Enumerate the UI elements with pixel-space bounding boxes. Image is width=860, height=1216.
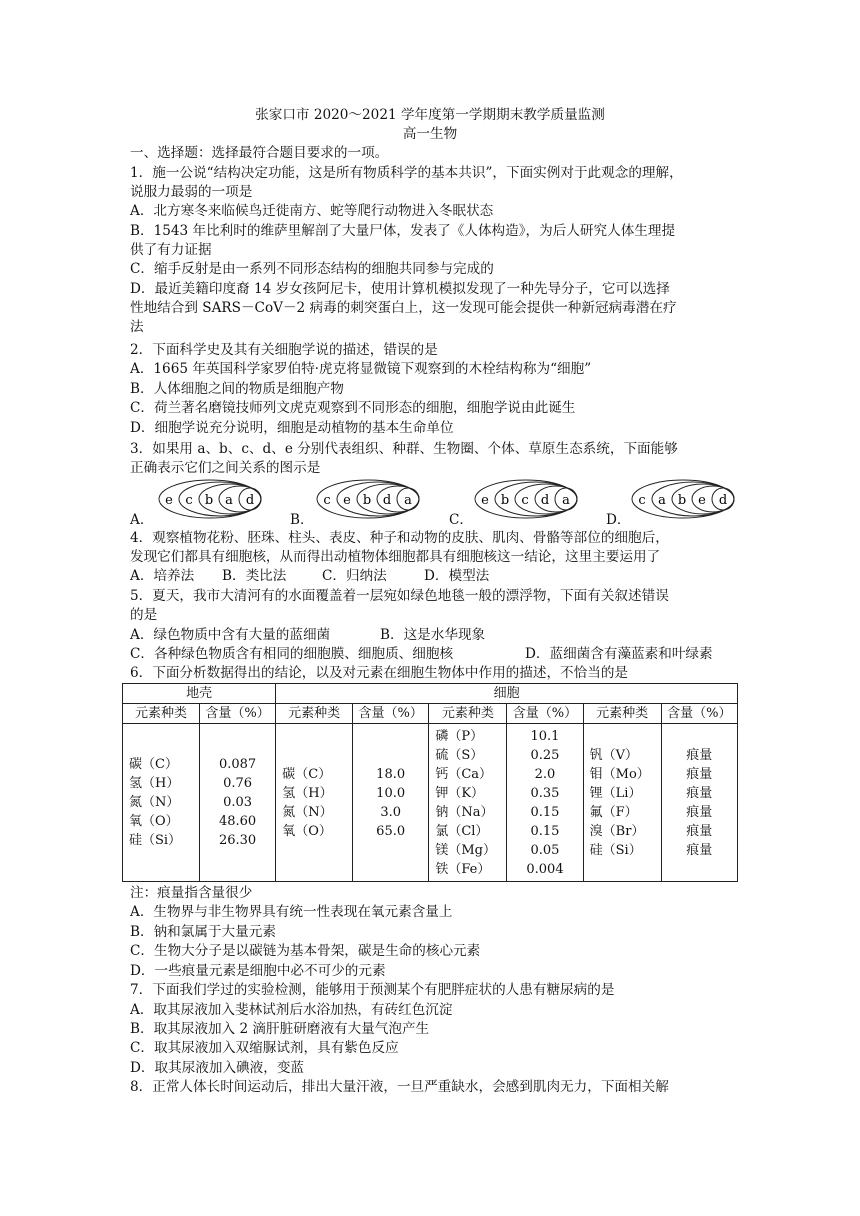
table-cell: 锂（Li） bbox=[589, 785, 642, 801]
table-cell: 痕量 bbox=[686, 842, 713, 858]
exam-title: 张家口市 2020～2021 学年度第一学期期末教学质量监测 bbox=[255, 107, 605, 123]
q5-options-row1 bbox=[130, 626, 740, 645]
table-cell: 钼（Mo） bbox=[589, 766, 650, 782]
q1-option-a: A．北方寒冬来临候鸟迁徙南方、蛇等爬行动物进入冬眠状态 bbox=[130, 203, 494, 219]
cell1-values-cell bbox=[352, 724, 428, 882]
q4-options bbox=[130, 567, 740, 586]
table-cell: 氮（N） bbox=[129, 795, 180, 810]
cell2-values-cell bbox=[507, 724, 583, 882]
diagram-letter: a bbox=[404, 493, 412, 508]
table-cell: 痕量 bbox=[686, 766, 713, 782]
diagram-letter: e bbox=[481, 493, 489, 508]
diagram-letter: d bbox=[245, 493, 255, 508]
diagram-letter: a bbox=[658, 493, 666, 508]
table-cell: 0.15 bbox=[530, 804, 560, 820]
col-header-element: 元素种类 bbox=[429, 704, 507, 724]
table-cell: 26.30 bbox=[218, 833, 257, 848]
col-header-element: 元素种类 bbox=[583, 704, 661, 724]
table-cell: 氟（F） bbox=[589, 804, 638, 820]
col-header-content: 含量（%） bbox=[507, 704, 583, 724]
q1-option-d-line1: D．最近美籍印度裔 14 岁女孩阿尼卡，使用计算机模拟发现了一种先导分子，它可以选择 bbox=[130, 281, 670, 297]
table-cell: 痕量 bbox=[686, 785, 713, 801]
q3-stem-line2: 正确表示它们之间关系的图示是 bbox=[130, 460, 321, 476]
table-cell: 钙（Ca） bbox=[435, 766, 493, 782]
diagram-letter: d bbox=[540, 493, 550, 508]
q5-options-row2 bbox=[130, 645, 740, 664]
cell-header: 细胞 bbox=[276, 684, 738, 704]
crust-values-cell bbox=[199, 724, 275, 882]
table-cell: 痕量 bbox=[686, 823, 713, 839]
q6-stem: 6．下面分析数据得出的结论，以及对元素在细胞生物体中作用的描述，不恰当的是 bbox=[130, 665, 629, 681]
table-cell: 磷（P） bbox=[435, 728, 484, 744]
q3-stem-line1: 3．如果用 a、b、c、d、e 分别代表组织、种群、生物圈、个体、草原生态系统，下面能够 bbox=[130, 441, 678, 457]
q2-option-d: D．细胞学说充分说明，细胞是动植物的基本生命单位 bbox=[130, 420, 454, 436]
q6-option-c: C．生物大分子是以碳链为基本骨架，碳是生命的核心元素 bbox=[130, 943, 481, 959]
diagram-letter: d bbox=[382, 493, 392, 508]
table-cell: 镁（Mg） bbox=[435, 842, 496, 858]
q1-stem-line2: 说服力最弱的一项是 bbox=[130, 184, 253, 200]
q7-option-b: B．取其尿液加入 2 滴肝脏研磨液有大量气泡产生 bbox=[130, 1021, 430, 1037]
q2-option-c: C．荷兰著名磨镜技师列文虎克观察到不同形态的细胞，细胞学说由此诞生 bbox=[130, 400, 576, 416]
diagram-letter: c bbox=[521, 493, 529, 508]
table-cell: 2.0 bbox=[534, 766, 556, 782]
col-header-content: 含量（%） bbox=[352, 704, 428, 724]
table-cell: 硅（Si） bbox=[589, 842, 642, 858]
q1-option-d-line2: 性地结合到 SARS－CoV－2 病毒的刺突蛋白上，这一发现可能会提供一种新冠病毒潜在疗 bbox=[130, 300, 677, 316]
cell3-elements-cell bbox=[583, 724, 661, 882]
exam-subtitle: 高一生物 bbox=[402, 126, 458, 142]
q3-diagram-a bbox=[155, 478, 265, 520]
table-cell: 钾（K） bbox=[435, 785, 485, 801]
diagram-letter: b bbox=[362, 493, 372, 508]
table-cell: 氯（Cl） bbox=[435, 823, 489, 839]
q4-stem-line1: 4．观察植物花粉、胚珠、柱头、表皮、种子和动物的皮肤、肌肉、骨骼等部位的细胞后， bbox=[130, 530, 669, 546]
table-cell: 氧（O） bbox=[282, 823, 332, 839]
table-cell: 10.0 bbox=[376, 785, 406, 801]
table-cell: 氢（H） bbox=[282, 785, 333, 801]
q1-option-c: C．缩手反射是由一系列不同形态结构的细胞共同参与完成的 bbox=[130, 261, 494, 277]
q3-option-a-label: A． bbox=[130, 512, 154, 528]
diagram-letter: b bbox=[500, 493, 510, 508]
table-cell: 硅（Si） bbox=[129, 833, 182, 848]
q7-option-c: C．取其尿液加入双缩脲试剂，具有紫色反应 bbox=[130, 1040, 399, 1056]
crust-header: 地壳 bbox=[123, 684, 276, 704]
col-header-content: 含量（%） bbox=[661, 704, 737, 724]
cell3-values-cell bbox=[661, 724, 737, 882]
table-cell: 氮（N） bbox=[282, 804, 333, 820]
q3-option-b-label: B． bbox=[290, 512, 314, 528]
section-heading: 一、选择题：选择最符合题目要求的一项。 bbox=[130, 145, 389, 161]
q2-stem: 2．下面科学史及其有关细胞学说的描述，错误的是 bbox=[130, 342, 438, 358]
q5-option-d: D．蓝细菌含有藻蓝素和叶绿素 bbox=[525, 646, 713, 662]
q1-option-b-line1: B．1543 年比利时的维萨里解剖了大量尸体，发表了《人体构造》，为后人研究人体生理提 bbox=[130, 223, 676, 239]
q6-option-b: B．钠和氯属于大量元素 bbox=[130, 924, 276, 940]
table-cell: 碳（C） bbox=[282, 766, 332, 782]
table-cell: 18.0 bbox=[376, 766, 406, 782]
q2-option-a: A．1665 年英国科学家罗伯特·虎克将显微镜下观察到的木栓结构称为“细胞” bbox=[130, 361, 592, 377]
q1-stem-line1: 1．施一公说“结构决定功能，这是所有物质科学的基本共识”，下面实例对于此观念的理解， bbox=[130, 165, 683, 181]
table-cell: 65.0 bbox=[376, 823, 406, 839]
q4-option-b: B．类比法 bbox=[222, 568, 287, 584]
q7-stem: 7．下面我们学过的实验检测，能够用于预测某个有肥胖症状的人患有糖尿病的是 bbox=[130, 982, 615, 998]
diagram-letter: e bbox=[343, 493, 351, 508]
q1-option-b-line2: 供了有力证据 bbox=[130, 242, 212, 258]
diagram-letter: a bbox=[225, 493, 233, 508]
table-cell: 0.35 bbox=[530, 785, 560, 801]
table-cell: 3.0 bbox=[380, 804, 401, 820]
table-cell: 10.1 bbox=[530, 728, 560, 744]
table-cell: 硫（S） bbox=[435, 747, 484, 763]
table-cell: 0.25 bbox=[530, 747, 560, 763]
diagram-letter: b bbox=[677, 493, 687, 508]
q4-stem-line2: 发现它们都具有细胞核，从而得出动植物体细胞都具有细胞核这一结论，这里主要运用了 bbox=[130, 549, 661, 565]
q5-option-c: C．各种绿色物质含有相同的细胞膜、细胞质、细胞核 bbox=[130, 646, 454, 662]
diagram-letter: e bbox=[165, 493, 173, 508]
col-header-element: 元素种类 bbox=[276, 704, 353, 724]
q6-note: 注：痕量指含量很少 bbox=[130, 885, 253, 901]
diagram-letter: e bbox=[698, 493, 706, 508]
table-cell: 48.60 bbox=[218, 814, 257, 829]
q3-option-d-label: D． bbox=[606, 512, 631, 528]
q3-diagram-c bbox=[471, 478, 581, 520]
q3-option-c-label: C． bbox=[449, 512, 473, 528]
table-cell: 钠（Na） bbox=[435, 804, 494, 820]
q6-option-d: D．一些痕量元素是细胞中必不可少的元素 bbox=[130, 963, 386, 979]
table-cell: 痕量 bbox=[686, 804, 713, 820]
q6-option-a: A．生物界与非生物界具有统一性表现在氧元素含量上 bbox=[130, 904, 453, 920]
table-cell: 铁（Fe） bbox=[435, 861, 491, 877]
element-content-table bbox=[122, 683, 738, 882]
q2-option-b: B．人体细胞之间的物质是细胞产物 bbox=[130, 381, 344, 397]
q3-diagram-b bbox=[313, 478, 423, 520]
diagram-letter: d bbox=[718, 493, 728, 508]
table-cell: 0.15 bbox=[530, 823, 560, 839]
diagram-letter: c bbox=[185, 493, 193, 508]
q8-stem-line1: 8．正常人体长时间运动后，排出大量汗液，一旦严重缺水，会感到肌肉无力，下面相关解 bbox=[130, 1079, 669, 1095]
q4-option-a: A．培养法 bbox=[130, 568, 195, 584]
table-cell: 氢（H） bbox=[129, 776, 180, 791]
table-cell: 溴（Br） bbox=[589, 823, 645, 839]
cell1-elements-cell bbox=[276, 724, 353, 882]
table-cell: 0.05 bbox=[530, 842, 560, 858]
diagram-letter: c bbox=[638, 493, 646, 508]
q4-option-c: C．归纳法 bbox=[322, 568, 387, 584]
q7-option-a: A．取其尿液加入斐林试剂后水浴加热，有砖红色沉淀 bbox=[130, 1002, 453, 1018]
q5-stem-line2: 的是 bbox=[130, 607, 158, 623]
q7-option-d: D．取其尿液加入碘液，变蓝 bbox=[130, 1060, 305, 1076]
q5-option-a: A．绿色物质中含有大量的蓝细菌 bbox=[130, 627, 331, 643]
table-cell: 0.76 bbox=[223, 776, 253, 791]
cell2-elements-cell bbox=[429, 724, 507, 882]
q1-option-d-line3: 法 bbox=[130, 319, 144, 335]
col-header-content: 含量（%） bbox=[199, 704, 275, 724]
table-cell: 0.087 bbox=[218, 757, 257, 772]
col-header-element: 元素种类 bbox=[123, 704, 200, 724]
crust-elements-cell bbox=[123, 724, 200, 882]
table-cell: 钒（V） bbox=[589, 747, 639, 763]
diagram-letter: a bbox=[562, 493, 570, 508]
table-cell: 氧（O） bbox=[129, 814, 179, 829]
table-cell: 0.004 bbox=[526, 861, 564, 877]
diagram-letter: c bbox=[323, 493, 331, 508]
diagram-letter: b bbox=[204, 493, 214, 508]
table-cell: 痕量 bbox=[686, 747, 713, 763]
table-cell: 碳（C） bbox=[129, 757, 178, 772]
q4-option-d: D．模型法 bbox=[424, 568, 490, 584]
table-cell: 0.03 bbox=[223, 795, 253, 810]
q3-diagram-d bbox=[628, 478, 738, 520]
q5-stem-line1: 5．夏天，我市大清河有的水面覆盖着一层宛如绿色地毯一般的漂浮物，下面有关叙述错误 bbox=[130, 588, 669, 604]
q5-option-b: B．这是水华现象 bbox=[380, 627, 486, 643]
